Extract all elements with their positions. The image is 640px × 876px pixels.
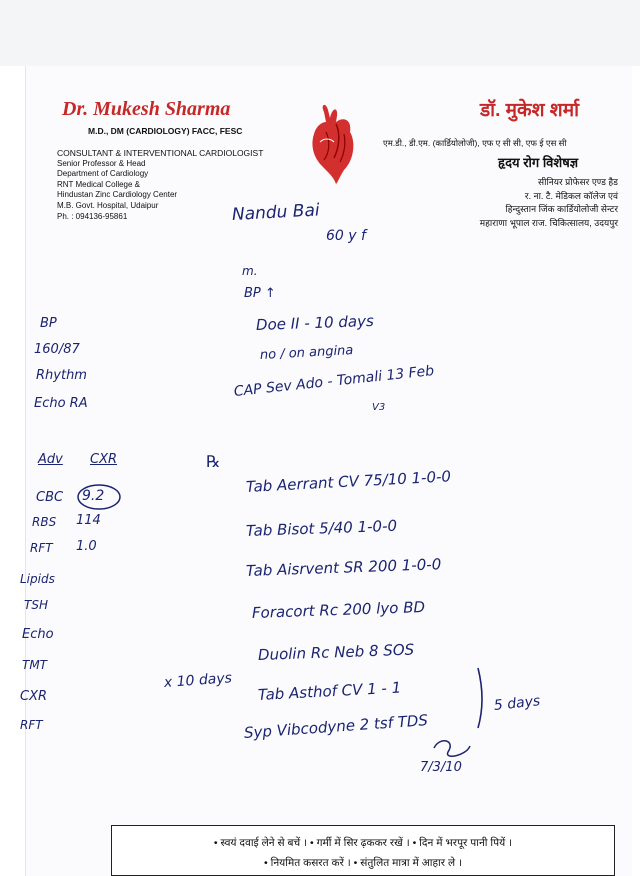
credential-line: M.B. Govt. Hospital, Udaipur (57, 200, 159, 210)
lab-value: 1.0 (76, 539, 97, 554)
credential-line-hi: महाराणा भूपाल राज. चिकित्सालय, उदयपुर (479, 217, 618, 228)
bracket-mark (478, 668, 482, 728)
medication-line: Tab Aisrvent SR 200 1-0-0 (245, 555, 442, 580)
diagnosis: CAP Sev Ado - Tomali 13 Feb (233, 363, 435, 400)
phone-number: Ph. : 094136-95861 (57, 211, 128, 221)
advice-header: CXR (90, 452, 118, 467)
medication-line: Foracort Rc 200 lyo BD (251, 597, 426, 622)
lab-name: RFT (30, 541, 53, 555)
signature-stroke (434, 741, 470, 757)
history-line: m. (242, 264, 258, 278)
medication-line: Duolin Rc Neb 8 SOS (257, 640, 415, 664)
credential-line: Department of Cardiology (57, 169, 149, 179)
lab-value: 114 (76, 513, 101, 528)
doctor-name-hi: डॉ. मुकेश शर्मा (480, 100, 579, 121)
lab-value: 9.2 (82, 488, 105, 504)
history-line: Doe II - 10 days (255, 311, 375, 334)
history-line: BP ↑ (244, 286, 276, 301)
credential-line: Senior Professor & Head (57, 158, 146, 168)
advice-item: Echo (22, 627, 54, 642)
credential-line-hi: सीनियर प्रोफेसर एण्ड हैड (538, 177, 618, 187)
vital-line: 160/87 (34, 342, 80, 357)
duration-note: 5 days (493, 693, 541, 714)
medication-line: Tab Aerrant CV 75/10 1-0-0 (245, 467, 452, 496)
advice-header: Adv (38, 452, 63, 467)
lab-name: CBC (36, 490, 64, 505)
advice-item: CXR (20, 689, 48, 704)
history-line: no / on angina (259, 343, 354, 363)
credential-line-hi: हिन्दुस्तान जिंक कार्डियोलोजी सेन्टर (505, 204, 618, 214)
medication-line: Tab Bisot 5/40 1-0-0 (245, 516, 398, 540)
doctor-degrees-hi: एम.डी., डी.एम. (कार्डियोलोजी), एफ ए सी सी, एफ ई एस सी (383, 138, 567, 148)
advice-item: Lipids (20, 572, 55, 586)
advice-item: TMT (22, 658, 48, 672)
duration-note: x 10 days (163, 670, 233, 691)
diagnosis-note: V3 (372, 402, 386, 413)
patient-name: Nandu Bai (231, 200, 321, 225)
medication-line: Syp Vibcodyne 2 tsf TDS (243, 711, 429, 742)
credential-line: Hindustan Zinc Cardiology Center (57, 190, 178, 200)
doctor-name-en: Dr. Mukesh Sharma (62, 98, 231, 120)
specialty-hi: हृदय रोग विशेषज्ञ (498, 155, 579, 170)
lab-name: RBS (32, 515, 57, 529)
vital-line: BP (40, 316, 57, 331)
credential-line-hi: र. ना. टै. मेडिकल कॉलेज एवं (524, 190, 618, 201)
vital-line: Rhythm (36, 368, 87, 383)
health-advice-box (111, 825, 615, 876)
advice-line: • नियमित कसरत करें । • संतुलित मात्रा में आहार ले । (264, 857, 462, 869)
patient-age-sex: 60 y f (326, 228, 366, 244)
rx-symbol: ℞ (206, 452, 221, 471)
advice-item: RFT (20, 718, 43, 732)
medication-line: Tab Asthof CV 1 - 1 (257, 678, 402, 704)
doctor-signature: 7/3/10 (420, 760, 462, 775)
credential-line: CONSULTANT & INTERVENTIONAL CARDIOLOGIST (57, 148, 264, 158)
lab-circle-mark (78, 485, 120, 509)
doctor-degrees-en: M.D., DM (CARDIOLOGY) FACC, FESC (88, 126, 243, 136)
advice-item: TSH (24, 598, 48, 612)
vital-line: Echo RA (34, 396, 88, 411)
advice-line: • स्वयं दवाई लेने से बचें । • गर्मी में सिर ढ़ककर रखें । • दिन में भरपूर पानी पियें । (213, 837, 513, 849)
credential-line: RNT Medical College & (57, 179, 140, 189)
